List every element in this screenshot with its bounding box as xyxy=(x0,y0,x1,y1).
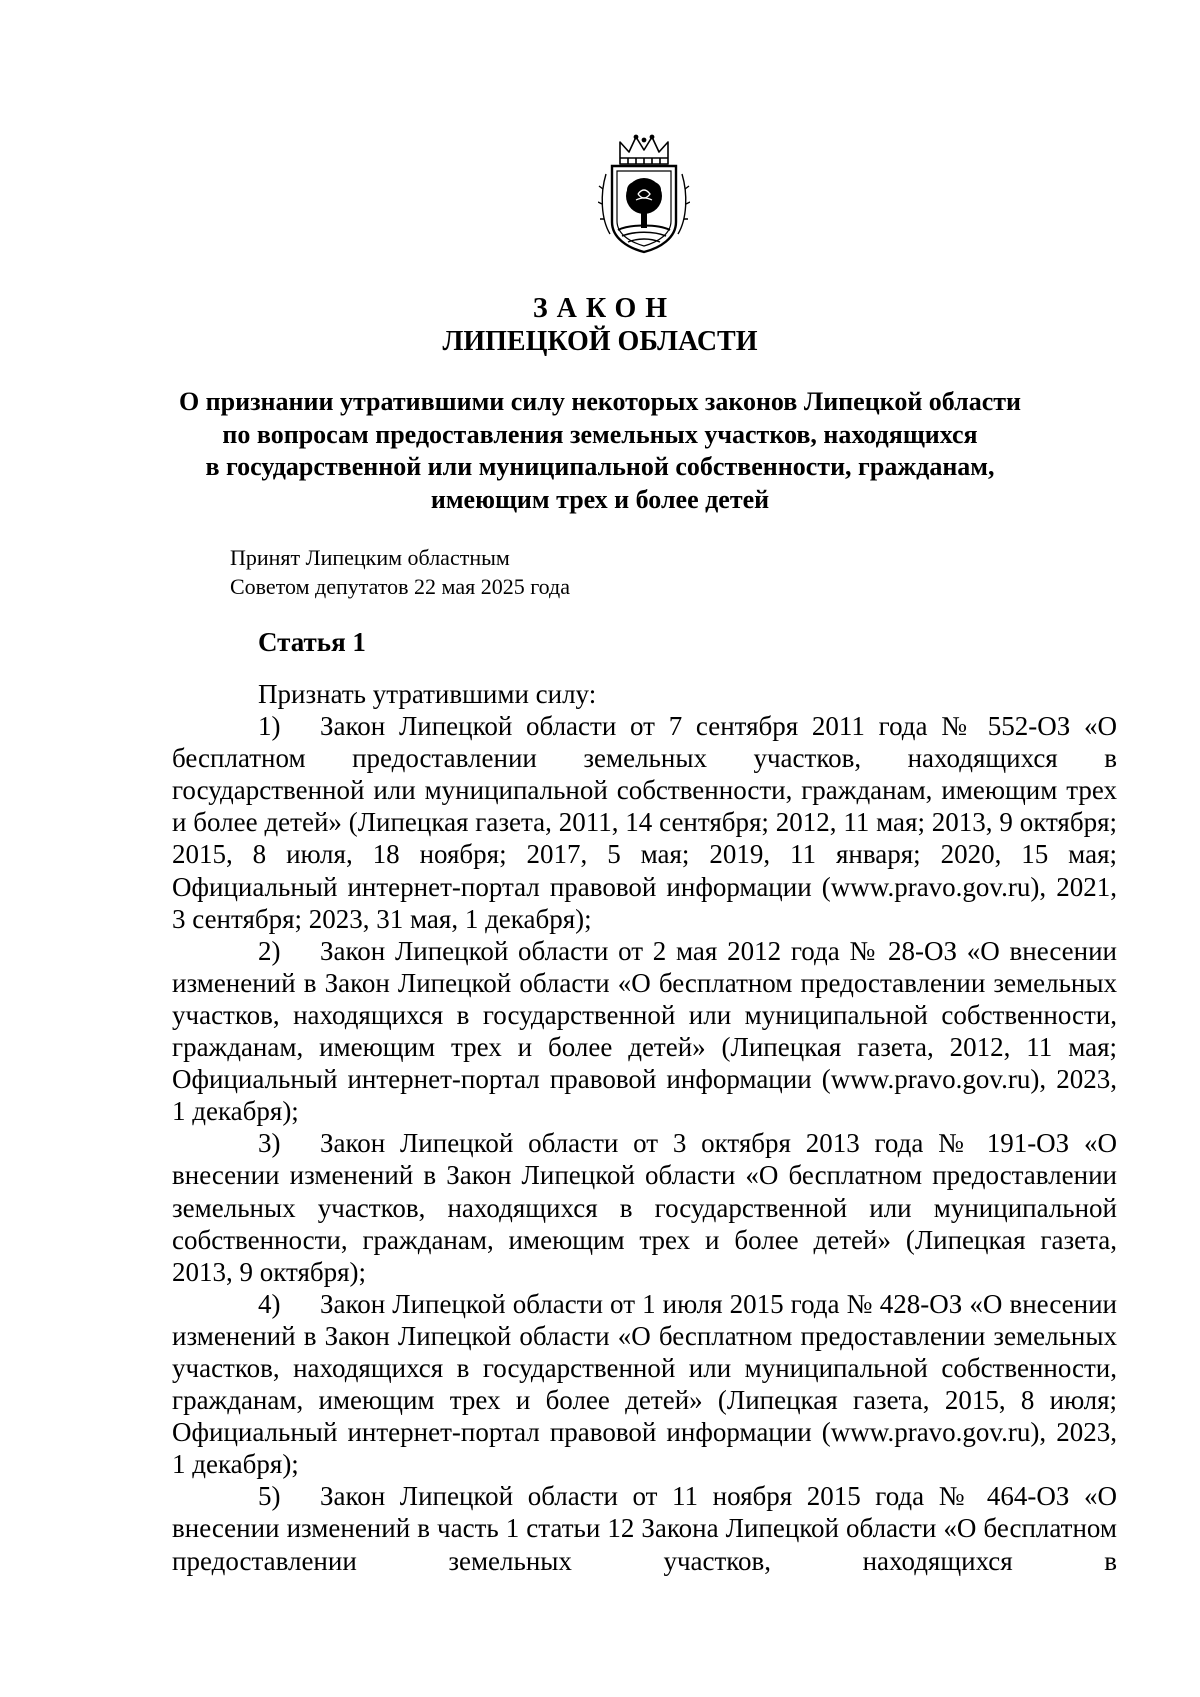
law-subject-title xyxy=(150,386,1050,516)
subject-line: О признании утратившими силу некоторых законов Липецкой области xyxy=(178,387,1022,416)
subject-line: имеющим трех и более детей xyxy=(430,484,770,514)
subject-line: по вопросам предоставления земельных участков, находящихся xyxy=(222,419,978,449)
list-item xyxy=(172,1127,1117,1287)
list-item xyxy=(172,935,1117,1128)
region-heading: ЛИПЕЦКОЙ ОБЛАСТИ xyxy=(442,326,758,357)
coat-of-arms-icon xyxy=(598,134,690,256)
item-number: 2) xyxy=(258,935,281,966)
adoption-note xyxy=(230,543,570,601)
list-item xyxy=(172,1480,1117,1576)
item-text: Закон Липецкой области от 3 октября 2013 года № 191-ОЗ «О внесении изменений в Закон Липецкой области «О бесплатном предоставлении земельных участков, находящихся в государственной или муниципальной собственности, гражданам, имеющим трех и более детей» (Липецкая газета, 2013, 9 октября); xyxy=(172,1128,1117,1287)
law-heading: ЗАКОН xyxy=(532,293,677,324)
item-text: Закон Липецкой области от 2 мая 2012 года № 28-ОЗ «О внесении изменений в Закон Липецкой области «О бесплатном предоставлении земельных участков, находящихся в государственной или муниципальной собственности, гражданам, имеющим трех и более детей» (Липецкая газета, 2012, 11 мая; Официальный интернет-портал правовой информации (www.pravo.gov.ru), 2023, 1 декабря); xyxy=(172,935,1117,1127)
list-item xyxy=(172,1288,1117,1481)
item-text: Закон Липецкой области от 1 июля 2015 года № 428-ОЗ «О внесении изменений в Закон Липецкой области «О бесплатном предоставлении земельных участков, находящихся в государственной или муниципальной собственности, гражданам, имеющим трех и более детей» (Липецкая газета, 2015, 8 июля; Официальный интернет-портал правовой информации (www.pravo.gov.ru), 2023, 1 декабря); xyxy=(172,1288,1117,1480)
article-title: Статья 1 xyxy=(258,627,366,657)
list-item xyxy=(172,710,1117,935)
item-number: 4) xyxy=(258,1288,281,1319)
item-number: 1) xyxy=(258,711,281,742)
item-text: Закон Липецкой области от 11 ноября 2015 года № 464-ОЗ «О внесении изменений в часть 1 статьи 12 Закона Липецкой области «О бесплатном предоставлении земельных участков, находящихся в xyxy=(172,1481,1117,1576)
adoption-note-line: Советом депутатов 22 мая 2025 года xyxy=(230,574,571,599)
adoption-note-line: Принят Липецким областным xyxy=(230,545,510,570)
article-body xyxy=(172,678,1117,1577)
article-intro: Признать утратившими силу: xyxy=(258,679,597,709)
item-number: 5) xyxy=(258,1481,281,1512)
item-number: 3) xyxy=(258,1128,281,1159)
subject-line: в государственной или муниципальной собственности, гражданам, xyxy=(205,452,995,481)
item-text: Закон Липецкой области от 7 сентября 2011 года № 552-ОЗ «О бесплатном предоставлении земельных участков, находящихся в государственной или муниципальной собственности, гражданам, имеющим трех и более детей» (Липецкая газета, 2011, 14 сентября; 2012, 11 мая; 2013, 9 октября; 2015, 8 июля, 18 ноября; 2017, 5 мая; 2019, 11 января; 2020, 15 мая; Официальный интернет-портал правовой информации (www.pravo.gov.ru), 2021, 3 сентября; 2023, 31 мая, 1 декабря); xyxy=(172,711,1117,934)
